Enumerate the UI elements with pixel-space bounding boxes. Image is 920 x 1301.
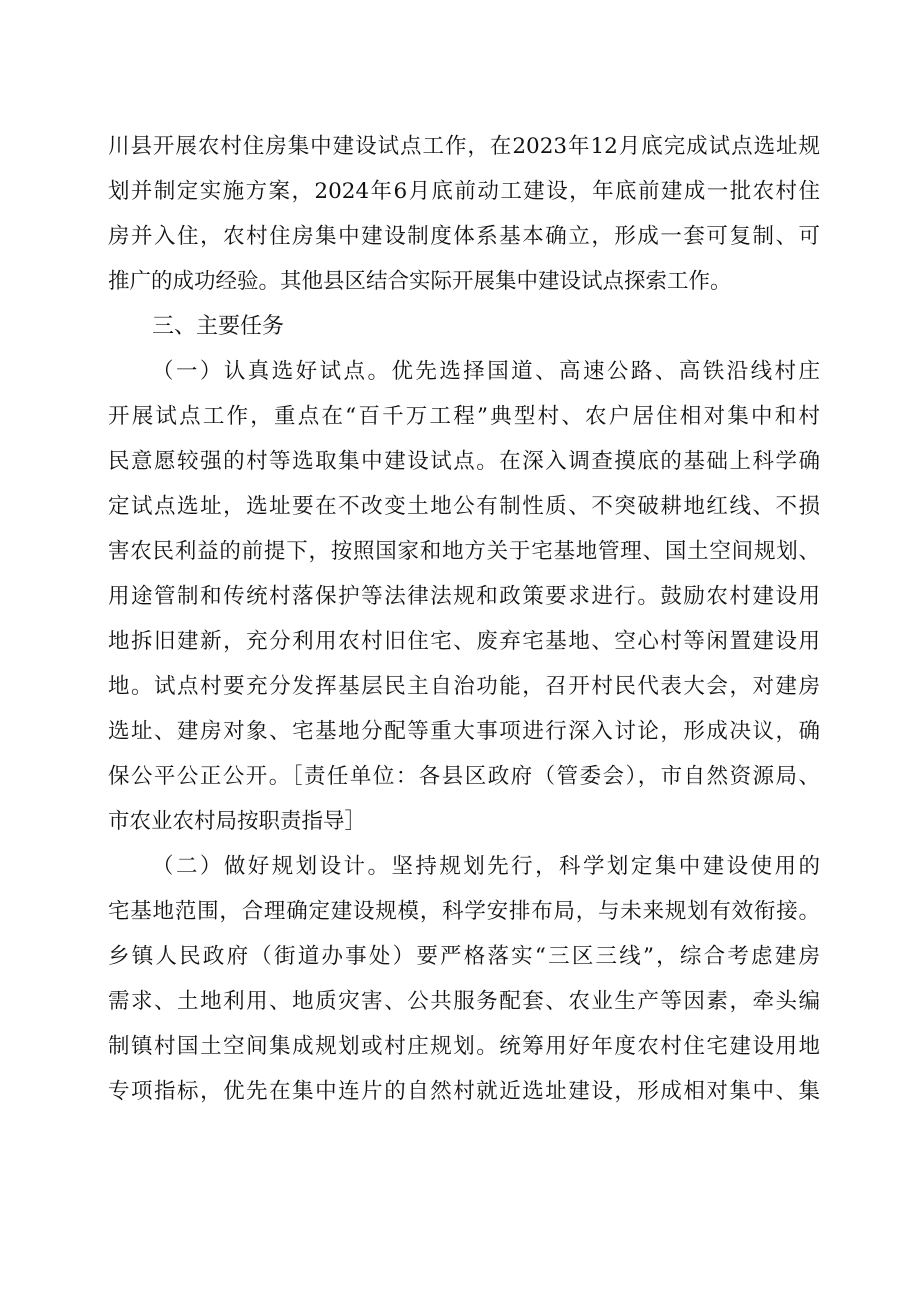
paragraph-line: 开展试点工作，重点在“百千万工程”典型村、农户居住相对集中和村 (108, 404, 820, 429)
paragraph-line: 推广的成功经验。其他县区结合实际开展集中建设试点探索工作。 (108, 269, 732, 294)
paragraph-line: 川县开展农村住房集中建设试点工作，在2023年12月底完成试点选址规 (108, 134, 820, 159)
section-heading: 三、主要任务 (152, 314, 285, 339)
paragraph-line: 乡镇人民政府（街道办事处）要严格落实“三区三线”，综合考虑建房 (108, 944, 820, 969)
document-body (108, 124, 820, 1114)
paragraph-line: 宅基地范围，合理确定建设规模，科学安排布局，与未来规划有效衔接。 (108, 899, 820, 924)
paragraph-line: 需求、土地利用、地质灾害、公共服务配套、农业生产等因素，牵头编 (108, 989, 820, 1014)
paragraph-line: 制镇村国土空间集成规划或村庄规划。统筹用好年度农村住宅建设用地 (108, 1034, 820, 1059)
paragraph-line: 选址、建房对象、宅基地分配等重大事项进行深入讨论，形成决议，确 (108, 719, 820, 744)
paragraph-line: 保公平公正公开。［责任单位：各县区政府（管委会），市自然资源局、 (108, 764, 820, 789)
paragraph-line: 用途管制和传统村落保护等法律法规和政策要求进行。鼓励农村建设用 (108, 584, 820, 609)
paragraph-line: 民意愿较强的村等选取集中建设试点。在深入调查摸底的基础上科学确 (108, 449, 820, 474)
paragraph-line: （一）认真选好试点。优先选择国道、高速公路、高铁沿线村庄 (152, 359, 820, 384)
paragraph-line: 市农业农村局按职责指导］ (108, 809, 367, 834)
paragraph-line: 地拆旧建新，充分利用农村旧住宅、废弃宅基地、空心村等闲置建设用 (108, 629, 820, 654)
paragraph-line: 划并制定实施方案，2024年6月底前动工建设，年底前建成一批农村住 (108, 179, 820, 204)
paragraph-line: 专项指标，优先在集中连片的自然村就近选址建设，形成相对集中、集 (108, 1079, 820, 1104)
paragraph-line: 房并入住，农村住房集中建设制度体系基本确立，形成一套可复制、可 (108, 224, 820, 249)
paragraph-line: 害农民利益的前提下，按照国家和地方关于宅基地管理、国土空间规划、 (108, 539, 820, 564)
paragraph-line: 定试点选址，选址要在不改变土地公有制性质、不突破耕地红线、不损 (108, 494, 820, 519)
paragraph-line: 地。试点村要充分发挥基层民主自治功能，召开村民代表大会，对建房 (108, 674, 820, 699)
paragraph-line: （二）做好规划设计。坚持规划先行，科学划定集中建设使用的 (152, 854, 820, 879)
